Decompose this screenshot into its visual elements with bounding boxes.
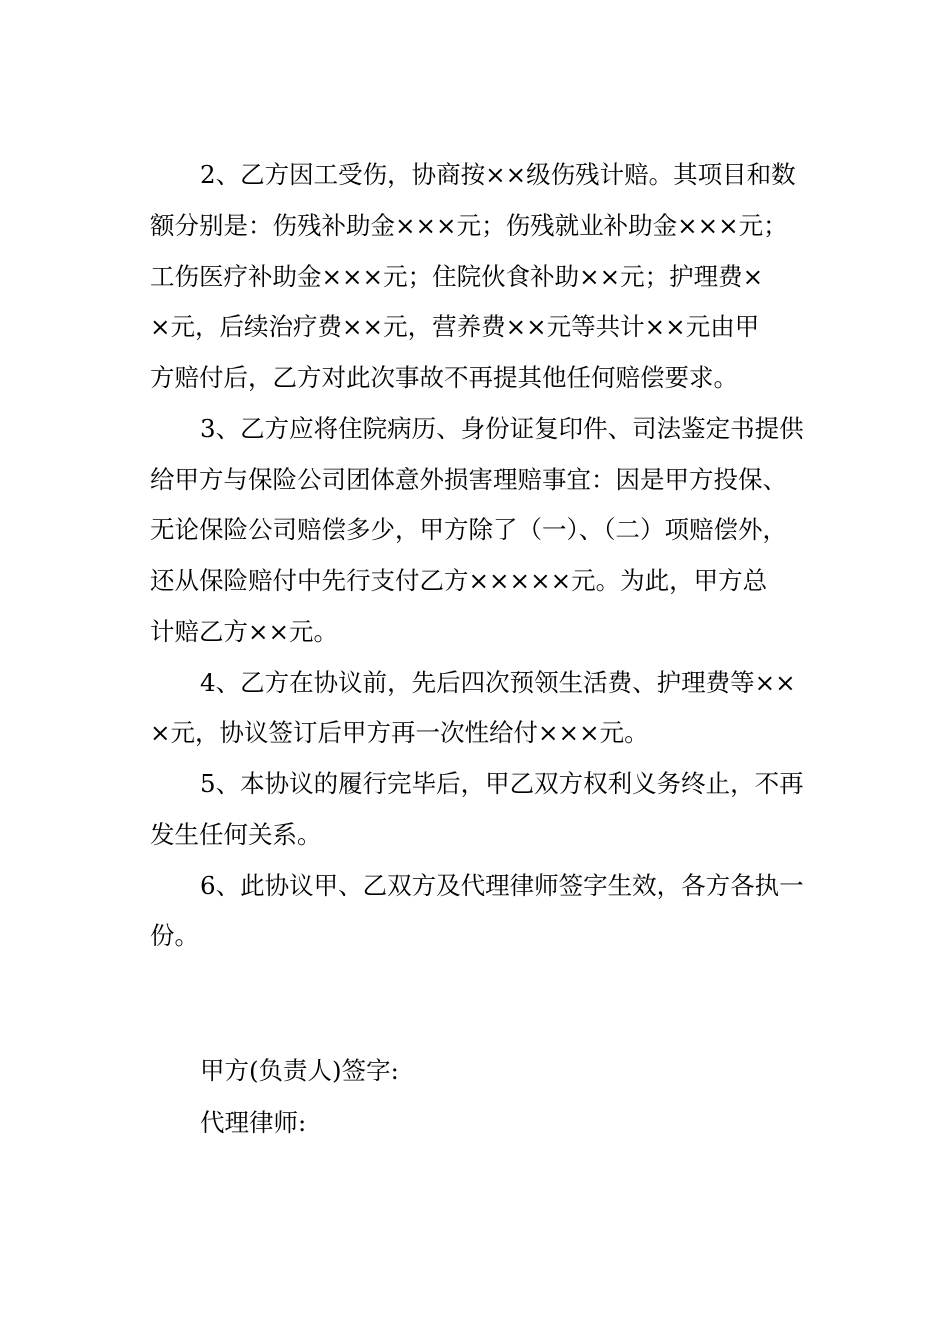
clause-line: 无论保险公司赔偿多少，甲方除了（一）、（二）项赔偿外， [150,515,787,545]
clause-line: 计赔乙方××元。 [150,616,339,646]
clause-line: ×元，后续治疗费××元，营养费××元等共计××元由甲 [150,312,760,342]
clause-line: 份。 [150,921,199,951]
clause-line: 给甲方与保险公司团体意外损害理赔事宜：因是甲方投保、 [150,464,787,494]
clause-line: 5、本协议的履行完毕后，甲乙双方权利义务终止，不再 [200,769,804,798]
agreement-body [150,150,840,962]
clause-3 [150,404,840,658]
clause-4 [150,658,840,760]
clause-line: 额分别是：伤残补助金×××元；伤残就业补助金×××元； [150,210,788,240]
clause-line: ×元，协议签订后甲方再一次性给付×××元。 [150,718,649,748]
clause-line: 2、乙方因工受伤，协商按××级伤残计赔。其项目和数 [200,160,796,189]
clause-line: 4、乙方在协议前，先后四次预领生活费、护理费等×× [200,667,796,697]
clause-6 [150,861,840,963]
clause-line: 6、此协议甲、乙双方及代理律师签字生效，各方各执一 [200,870,804,900]
party-a-signature-label: 甲方(负责人)签字: [200,1056,399,1085]
clause-line: 工伤医疗补助金×××元；住院伙食补助××元；护理费× [150,261,764,291]
clause-line: 3、乙方应将住院病历、身份证复印件、司法鉴定书提供 [200,413,804,443]
lawyer-signature-label: 代理律师: [200,1108,307,1137]
clause-2 [150,150,840,404]
clause-line: 发生任何关系。 [150,819,322,849]
clause-5 [150,759,840,861]
clause-line: 方赔付后，乙方对此次事故不再提其他任何赔偿要求。 [150,363,738,392]
clause-line: 还从保险赔付中先行支付乙方×××××元。为此，甲方总 [150,566,768,595]
